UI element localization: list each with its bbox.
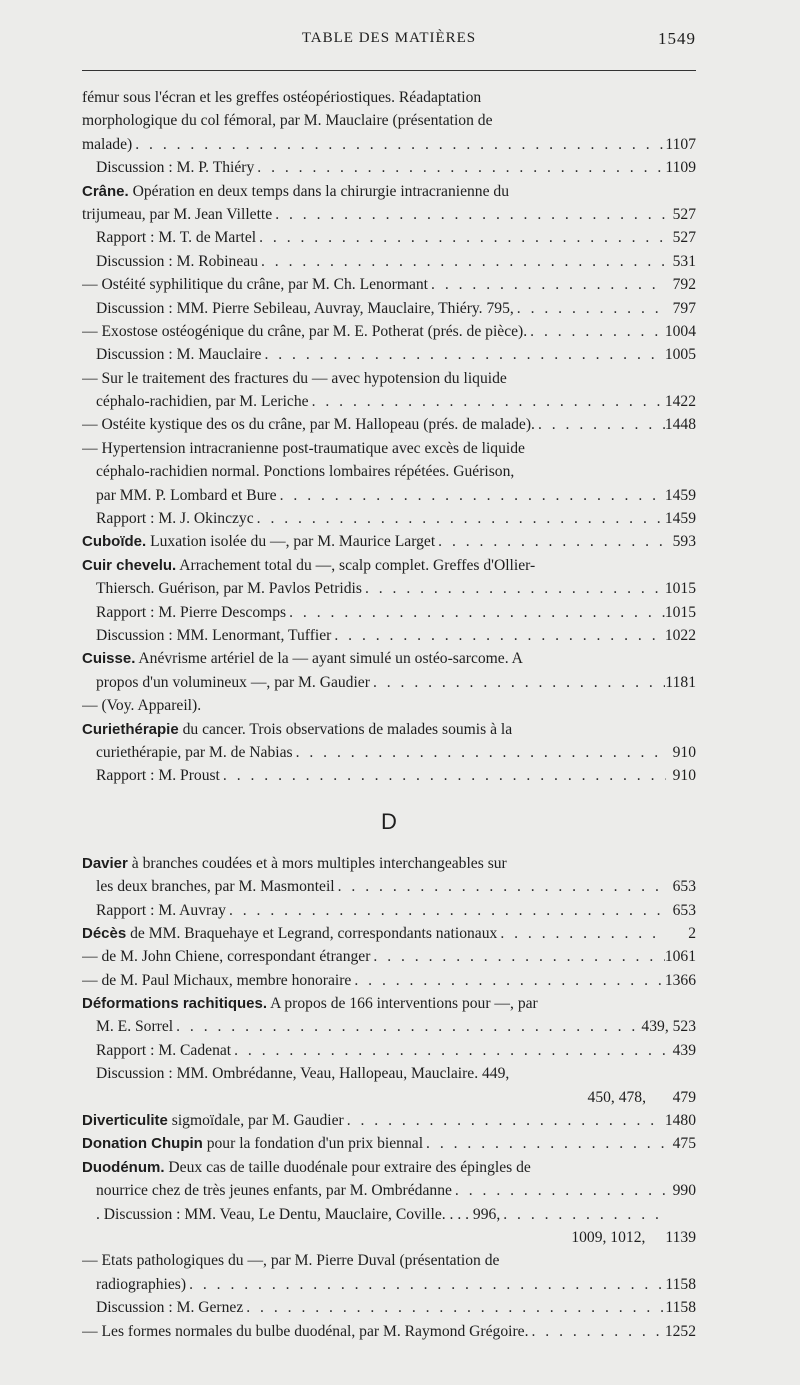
leader-dots: [435, 530, 666, 553]
entry-text: [82, 922, 497, 945]
index-line: [82, 156, 696, 179]
entry-page-ref: 1139: [665, 1228, 696, 1246]
entry-body: — Les formes normales du bulbe duodénal, par M. Raymond Grégoire.: [82, 1322, 529, 1340]
index-line: [82, 1226, 696, 1249]
index-line: [82, 875, 696, 898]
entry-page-ref: 1005: [664, 346, 696, 364]
leader-dots: [186, 1273, 665, 1296]
entry-headword: Curiethérapie: [82, 720, 179, 738]
leader-dots: [132, 133, 665, 156]
entry-text: [82, 109, 493, 132]
entry-text: [588, 1086, 646, 1109]
entry-body: 1009, 1012,: [571, 1228, 646, 1246]
page-header: [82, 30, 696, 54]
entry-text: [82, 133, 132, 156]
index-line: [82, 226, 696, 249]
index-line: [82, 852, 696, 875]
section-letter: D: [381, 808, 397, 834]
entry-page-ref: 1015: [664, 603, 696, 621]
entry-body: céphalo-rachidien normal. Ponctions lombaires répétées. Guérison,: [96, 463, 515, 481]
entry-body: Arrachement total du —, scalp complet. Greffes d'Ollier-: [176, 556, 536, 574]
index-line: [82, 1156, 696, 1179]
leader-dots: [272, 203, 666, 226]
index-line: [82, 133, 696, 156]
entry-body: par MM. P. Lombard et Bure: [96, 486, 277, 504]
entry-body: propos d'un volumineux —, par M. Gaudier: [96, 673, 370, 691]
index-line: [82, 1039, 696, 1062]
leader-dots: [309, 390, 665, 413]
entry-text: [82, 367, 507, 390]
entry-headword: Diverticulite: [82, 1112, 168, 1130]
entry-text: [96, 875, 335, 898]
index-line: [82, 1249, 696, 1272]
entry-text: [82, 1109, 344, 1132]
entry-body: Rapport : M. Proust: [96, 767, 220, 785]
index-line: [82, 203, 696, 226]
index-line: [82, 624, 696, 647]
index-line: [82, 969, 696, 992]
entry-text: [96, 507, 254, 530]
entry-text: [82, 554, 535, 577]
entry-text: [82, 203, 272, 226]
index-line: [82, 297, 696, 320]
entry-body: les deux branches, par M. Masmonteil: [96, 878, 335, 896]
entry-page-ref: 910: [672, 743, 696, 761]
entry-page-ref: 527: [672, 229, 696, 247]
leader-dots: [220, 764, 666, 787]
entry-page-ref: 1459: [664, 510, 696, 528]
entry-body: trijumeau, par M. Jean Villette: [82, 205, 273, 223]
index-line: [82, 460, 696, 483]
entry-text: [96, 577, 362, 600]
entry-body: Discussion : M. Gernez: [96, 1299, 244, 1317]
entry-body: Discussion : M. Robineau: [96, 252, 258, 270]
entry-text: [82, 945, 370, 968]
leader-dots: [293, 741, 666, 764]
leader-dots: [173, 1015, 641, 1038]
index-line: [82, 899, 696, 922]
entry-body: Rapport : M. Auvray: [96, 901, 226, 919]
leader-dots: [344, 1109, 665, 1132]
entry-page-ref: 531: [672, 252, 696, 270]
entry-body: — de M. Paul Michaux, membre honoraire: [82, 971, 352, 989]
entry-body: radiographies): [96, 1275, 187, 1293]
entry-page-ref: 653: [672, 878, 696, 896]
index-line: [82, 109, 696, 132]
entry-text: [96, 899, 226, 922]
index-line: [82, 945, 696, 968]
entry-text: [82, 718, 512, 741]
entry-body: M. E. Sorrel: [96, 1018, 174, 1036]
entry-body: Discussion : MM. Pierre Sebileau, Auvray, Mauclaire, Thiéry. 795,: [96, 299, 514, 317]
entry-text: [82, 530, 435, 553]
entry-headword: Cuir chevelu.: [82, 556, 177, 574]
entry-text: [82, 1249, 499, 1272]
entry-body: — Ostéite kystique des os du crâne, par M. Hallopeau (prés. de malade).: [82, 416, 535, 434]
leader-dots: [423, 1132, 666, 1155]
entry-text: [82, 1320, 528, 1343]
header-rule: [82, 70, 696, 71]
leader-dots: [331, 624, 664, 647]
entry-body: — (Voy. Appareil).: [82, 697, 202, 715]
index-line: [82, 992, 696, 1015]
entry-page-ref: 792: [672, 276, 696, 294]
index-content: [82, 86, 696, 1343]
entry-page-ref: 1107: [665, 135, 696, 153]
entry-text: [82, 320, 527, 343]
index-line: [82, 273, 696, 296]
entry-body: A propos de 166 interventions pour —, par: [267, 995, 538, 1013]
entry-body: à branches coudées et à mors multiples interchangeables sur: [127, 854, 507, 872]
entry-body: — Ostéité syphilitique du crâne, par M. Ch. Lenormant: [82, 276, 429, 294]
index-line: [82, 1109, 696, 1132]
entry-body: Discussion : M. Mauclaire: [96, 346, 262, 364]
entry-text: [82, 437, 525, 460]
leader-dots: [286, 601, 665, 624]
entry-body: Opération en deux temps dans la chirurgie intracranienne du: [128, 182, 510, 200]
leader-dots: [500, 1203, 666, 1226]
entry-text: [82, 86, 481, 109]
leader-dots: [335, 875, 666, 898]
index-line: [82, 577, 696, 600]
entry-text: [82, 1156, 531, 1179]
index-line: [82, 390, 696, 413]
index-line: [82, 367, 696, 390]
entry-body: 450, 478,: [587, 1088, 646, 1106]
entry-body: Deux cas de taille duodénale pour extraire des épingles de: [164, 1158, 531, 1176]
leader-dots: [243, 1296, 665, 1319]
entry-body: du cancer. Trois observations de malades soumis à la: [178, 720, 513, 738]
entry-text: [96, 1039, 231, 1062]
entry-page-ref: 1448: [664, 416, 696, 434]
entry-text: [96, 1062, 509, 1085]
entry-page-ref: 1422: [664, 393, 696, 411]
entry-body: . Discussion : MM. Veau, Le Dentu, Mauclaire, Coville. . . . 996,: [96, 1205, 501, 1223]
entry-page-ref: 439, 523: [641, 1018, 696, 1036]
index-line: [82, 601, 696, 624]
index-line: [82, 1273, 696, 1296]
entry-body: Discussion : MM. Lenormant, Tuffier: [96, 626, 332, 644]
entry-headword: Cuboïde.: [82, 533, 147, 551]
entry-page-ref: 1109: [665, 159, 696, 177]
entry-page-ref: 479: [672, 1088, 696, 1106]
entry-text: [96, 601, 286, 624]
index-line: [82, 180, 696, 203]
entry-text: [96, 741, 293, 764]
entry-headword: Crâne.: [82, 182, 129, 200]
entry-body: — Etats pathologiques du —, par M. Pierre Duval (présentation de: [82, 1252, 500, 1270]
entry-page-ref: 1480: [664, 1112, 696, 1130]
entry-text: [571, 1226, 645, 1249]
leader-dots: [254, 156, 665, 179]
entry-text: [82, 1132, 423, 1155]
entry-text: [96, 390, 309, 413]
entry-text: [96, 484, 277, 507]
entry-headword: Déformations rachitiques.: [82, 995, 268, 1013]
entry-text: [82, 273, 428, 296]
index-line: [82, 250, 696, 273]
entry-text: [96, 1296, 243, 1319]
index-line: [82, 694, 696, 717]
leader-dots: [452, 1179, 666, 1202]
index-line: [82, 343, 696, 366]
entry-body: Rapport : M. Pierre Descomps: [96, 603, 287, 621]
entry-body: Discussion : MM. Ombrédanne, Veau, Hallopeau, Mauclaire. 449,: [96, 1065, 510, 1083]
index-line: [82, 507, 696, 530]
index-line: [82, 764, 696, 787]
entry-text: [82, 413, 535, 436]
entry-body: malade): [82, 135, 133, 153]
index-line: [82, 647, 696, 670]
entry-page-ref: 439: [672, 1041, 696, 1059]
entry-text: [96, 1203, 500, 1226]
entry-body: Luxation isolée du —, par M. Maurice Larget: [146, 533, 436, 551]
entry-body: nourrice chez de très jeunes enfants, par M. Ombrédanne: [96, 1182, 452, 1200]
index-line: [82, 718, 696, 741]
index-line: [82, 484, 696, 507]
entry-body: — Exostose ostéogénique du crâne, par M. E. Potherat (prés. de pièce).: [82, 322, 528, 340]
entry-text: [82, 852, 507, 875]
index-line: [82, 1132, 696, 1155]
entry-body: Rapport : M. J. Okinczyc: [96, 510, 254, 528]
leader-dots: [370, 671, 665, 694]
index-line: [82, 1179, 696, 1202]
entry-body: — de M. John Chiene, correspondant étranger: [82, 948, 371, 966]
entry-text: [82, 180, 509, 203]
entry-body: Rapport : M. T. de Martel: [96, 229, 257, 247]
leader-dots: [261, 343, 664, 366]
entry-page-ref: 593: [672, 533, 696, 551]
entry-page-ref: 1061: [664, 948, 696, 966]
leader-dots: [256, 226, 666, 249]
entry-page-ref: 1252: [664, 1322, 696, 1340]
leader-dots: [497, 922, 666, 945]
leader-dots: [428, 273, 666, 296]
leader-dots: [226, 899, 666, 922]
entry-text: [82, 647, 523, 670]
entry-body: de MM. Braquehaye et Legrand, correspondants nationaux: [126, 924, 498, 942]
entry-page-ref: 1459: [664, 486, 696, 504]
entry-page-ref: 1022: [664, 626, 696, 644]
entry-text: [96, 1179, 452, 1202]
entry-body: Anévrisme artériel de la — ayant simulé un ostéo-sarcome. A: [135, 650, 523, 668]
entry-body: curiethérapie, par M. de Nabias: [96, 743, 293, 761]
running-title: TABLE DES MATIÈRES: [301, 30, 477, 46]
index-line: [82, 1086, 696, 1109]
index-line: [82, 741, 696, 764]
entry-body: Thiersch. Guérison, par M. Pavlos Petridis: [96, 580, 362, 598]
entry-page-ref: 910: [672, 767, 696, 785]
entry-text: [96, 250, 258, 273]
entry-page-ref: 1004: [664, 322, 696, 340]
entry-body: Rapport : M. Cadenat: [96, 1041, 232, 1059]
index-line: [82, 554, 696, 577]
entry-page-ref: 990: [672, 1182, 696, 1200]
index-line: [82, 530, 696, 553]
leader-dots: [362, 577, 665, 600]
entry-text: [96, 764, 220, 787]
entry-body: — Hypertension intracranienne post-traumatique avec excès de liquide: [82, 439, 525, 457]
entry-text: [96, 156, 254, 179]
entry-page-ref: 475: [672, 1135, 696, 1153]
entry-page-ref: 2: [688, 924, 696, 942]
entry-text: [82, 694, 201, 717]
leader-dots: [370, 945, 664, 968]
entry-body: céphalo-rachidien, par M. Leriche: [96, 393, 309, 411]
leader-dots: [514, 297, 666, 320]
index-line: [82, 1062, 696, 1085]
entry-headword: Donation Chupin: [82, 1135, 203, 1153]
entry-page-ref: 653: [672, 901, 696, 919]
index-line: [82, 1015, 696, 1038]
index-line: [82, 1320, 696, 1343]
index-line: [82, 671, 696, 694]
entry-page-ref: 1158: [665, 1275, 696, 1293]
entry-page-ref: 1366: [664, 971, 696, 989]
entry-text: [96, 624, 331, 647]
leader-dots: [277, 484, 665, 507]
entry-text: [96, 1273, 186, 1296]
entry-page-ref: 1181: [665, 673, 696, 691]
entry-body: sigmoïdale, par M. Gaudier: [167, 1112, 344, 1130]
index-line: [82, 1203, 696, 1226]
leader-dots: [351, 969, 664, 992]
entry-text: [96, 343, 261, 366]
index-line: [82, 86, 696, 109]
entry-text: [82, 969, 351, 992]
entry-text: [96, 460, 514, 483]
entry-text: [96, 671, 370, 694]
entry-text: [96, 226, 256, 249]
entry-headword: Cuisse.: [82, 650, 136, 668]
entry-page-ref: 1015: [664, 580, 696, 598]
leader-dots: [527, 320, 665, 343]
leader-dots: [254, 507, 665, 530]
index-line: [82, 437, 696, 460]
entry-headword: Davier: [82, 854, 128, 872]
leader-dots: [535, 413, 665, 436]
page-number: 1549: [658, 29, 696, 48]
index-line: [82, 320, 696, 343]
entry-text: [96, 1015, 173, 1038]
entry-page-ref: 797: [672, 299, 696, 317]
leader-dots: [231, 1039, 666, 1062]
entry-body: fémur sous l'écran et les greffes ostéopériostiques. Réadaptation: [82, 89, 482, 106]
index-line: [82, 413, 696, 436]
entry-body: — Sur le traitement des fractures du — avec hypotension du liquide: [82, 369, 507, 387]
leader-dots: [528, 1320, 664, 1343]
entry-headword: Décès: [82, 924, 127, 942]
entry-body: pour la fondation d'un prix biennal: [202, 1135, 424, 1153]
index-line: [82, 1296, 696, 1319]
index-line: [82, 922, 696, 945]
entry-page-ref: 527: [672, 205, 696, 223]
entry-page-ref: 1158: [665, 1299, 696, 1317]
leader-dots: [258, 250, 666, 273]
entry-text: [96, 297, 514, 320]
entry-text: [82, 992, 538, 1015]
entry-body: Discussion : M. P. Thiéry: [96, 159, 255, 177]
entry-headword: Duodénum.: [82, 1158, 165, 1176]
entry-body: morphologique du col fémoral, par M. Mauclaire (présentation de: [82, 112, 493, 130]
